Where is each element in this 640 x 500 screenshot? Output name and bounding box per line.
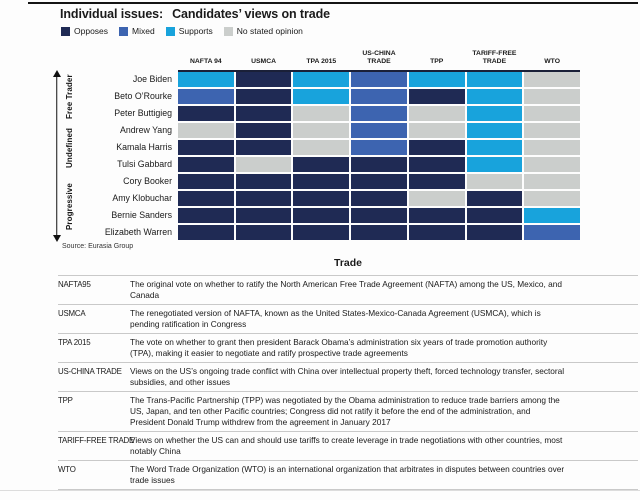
definition-row xyxy=(58,391,638,431)
heatmap-cell xyxy=(236,140,292,155)
definition-term: TPP xyxy=(58,396,73,406)
heatmap-cell xyxy=(236,89,292,104)
candidate-name: Amy Klobuchar xyxy=(112,193,172,203)
heatmap-cell xyxy=(293,157,349,172)
spectrum-group-label: Undefined xyxy=(65,127,74,168)
column-header: US-CHINA TRADE xyxy=(362,49,396,65)
heatmap-cell xyxy=(524,174,580,189)
heatmap-cell xyxy=(524,191,580,206)
candidate-name: Kamala Harris xyxy=(116,142,172,152)
heatmap-cell xyxy=(236,72,292,87)
legend-label: Opposes xyxy=(74,26,109,36)
heatmap-cell xyxy=(351,208,407,223)
heatmap-cell xyxy=(293,208,349,223)
candidate-name: Bernie Sanders xyxy=(111,210,172,220)
page-title xyxy=(60,7,330,21)
heatmap-grid xyxy=(178,72,580,240)
heatmap-cell xyxy=(467,140,523,155)
heatmap-cell xyxy=(409,191,465,206)
heatmap-cell xyxy=(236,123,292,138)
legend-label: Mixed xyxy=(132,26,155,36)
arrow-down-icon xyxy=(53,235,61,242)
heatmap-cell xyxy=(524,225,580,240)
heatmap-cell xyxy=(178,106,234,121)
top-rule xyxy=(28,2,638,4)
heatmap-cell xyxy=(178,174,234,189)
supports-swatch xyxy=(166,27,175,36)
legend-item xyxy=(166,26,213,36)
opposes-swatch xyxy=(61,27,70,36)
definition-description: The Word Trade Organization (WTO) is an international organization that arbitrates in disputes between countries over trade issues xyxy=(130,464,565,486)
heatmap-cell xyxy=(467,174,523,189)
heatmap-cell xyxy=(351,140,407,155)
legend-item xyxy=(224,26,303,36)
spectrum-group-label: Progressive xyxy=(65,183,74,231)
heatmap-cell xyxy=(409,174,465,189)
heatmap-cell xyxy=(351,174,407,189)
legend-item xyxy=(119,26,155,36)
column-headers xyxy=(178,40,580,69)
heatmap-cell xyxy=(467,208,523,223)
candidate-labels xyxy=(70,72,172,242)
heatmap-cell xyxy=(467,191,523,206)
definition-term: US-CHINA TRADE xyxy=(58,367,122,377)
column-header: TPP xyxy=(430,57,444,65)
column-header: USMCA xyxy=(251,57,277,65)
heatmap-cell xyxy=(524,106,580,121)
heatmap-cell xyxy=(351,89,407,104)
heatmap-cell xyxy=(351,106,407,121)
heatmap-cell xyxy=(409,157,465,172)
heatmap-cell xyxy=(351,225,407,240)
heatmap-cell xyxy=(236,157,292,172)
definitions-heading: Trade xyxy=(333,257,362,269)
heatmap-cell xyxy=(524,123,580,138)
candidate-name: Elizabeth Warren xyxy=(104,227,172,237)
heatmap-cell xyxy=(236,225,292,240)
heatmap-cell xyxy=(467,89,523,104)
column-header: NAFTA 94 xyxy=(189,57,222,65)
heatmap-cell xyxy=(178,72,234,87)
candidate-name: Cory Booker xyxy=(123,176,172,186)
heatmap-cell xyxy=(524,208,580,223)
heatmap-cell xyxy=(236,191,292,206)
definition-term: NAFTA95 xyxy=(58,280,91,289)
heatmap-cell xyxy=(293,174,349,189)
definition-row xyxy=(58,275,638,304)
heatmap-cell xyxy=(524,89,580,104)
definition-description: The Trans-Pacific Partnership (TPP) was negotiated by the Obama administration to reduce trade barriers among the US, Japan, and ten other Pacific countries; Congress did not ratify it before the end of the administration, and President Donald Trump withdrew from the agreement in January 2017 xyxy=(130,395,560,428)
title-main: Candidates’ views on trade xyxy=(172,7,330,21)
heatmap-cell xyxy=(409,72,465,87)
heatmap-cell xyxy=(467,72,523,87)
definition-description: The original vote on whether to ratify the North American Free Trade Agreement (NAFTA) among the US, Mexico, and Canada xyxy=(130,279,562,301)
definition-term: TPA 2015 xyxy=(58,338,91,348)
heatmap-cell xyxy=(293,106,349,121)
spectrum-group-label: Free Trader xyxy=(65,74,74,119)
title-prefix: Individual issues: xyxy=(60,7,164,21)
heatmap-cell xyxy=(409,106,465,121)
heatmap-cell xyxy=(293,225,349,240)
heatmap-cell xyxy=(409,89,465,104)
heatmap-cell xyxy=(351,191,407,206)
heatmap-cell xyxy=(178,89,234,104)
heatmap-cell xyxy=(409,225,465,240)
spectrum-arrow xyxy=(52,70,61,242)
definition-row xyxy=(58,333,638,362)
definition-description: The renegotiated version of NAFTA, known as the United States-Mexico-Canada Agreement (USMCA), which is pending ratification in Congress xyxy=(130,308,541,330)
definition-term: TARIFF-FREE TRADE xyxy=(58,436,135,446)
arrow-line xyxy=(56,75,58,237)
bottom-edge-line xyxy=(0,490,640,491)
candidate-name: Tulsi Gabbard xyxy=(117,159,172,169)
mixed-swatch xyxy=(119,27,128,36)
definition-description: Views on whether the US can and should use tariffs to create leverage in trade negotiations with other countries, most notably China xyxy=(130,435,563,457)
heatmap-cell xyxy=(293,89,349,104)
heatmap-cell xyxy=(178,140,234,155)
definition-row xyxy=(58,362,638,391)
heatmap-cell xyxy=(351,72,407,87)
heatmap-cell xyxy=(524,140,580,155)
candidate-name: Joe Biden xyxy=(132,74,172,84)
none-swatch xyxy=(224,27,233,36)
heatmap-cell xyxy=(467,123,523,138)
heatmap-cell xyxy=(236,208,292,223)
legend-label: No stated opinion xyxy=(236,26,303,36)
definition-row xyxy=(58,431,638,460)
heatmap-cell xyxy=(409,140,465,155)
heatmap-cell xyxy=(409,208,465,223)
heatmap-cell xyxy=(524,157,580,172)
definition-description: Views on the US’s ongoing trade conflict with China over intellectual property theft, forced technology transfer, sectoral subsidies, and other issues xyxy=(130,366,565,388)
candidate-name: Peter Buttigieg xyxy=(114,108,172,118)
heatmap-cell xyxy=(467,157,523,172)
heatmap-cell xyxy=(178,208,234,223)
heatmap-cell xyxy=(236,174,292,189)
definition-row xyxy=(58,304,638,333)
definitions-rows xyxy=(58,275,638,490)
legend-label: Supports xyxy=(178,26,213,36)
heatmap-cell xyxy=(351,123,407,138)
heatmap-cell xyxy=(293,140,349,155)
heatmap-cell xyxy=(524,72,580,87)
candidate-name: Beto O’Rourke xyxy=(114,91,172,101)
definition-term: USMCA xyxy=(58,309,86,319)
column-header: TARIFF-FREE TRADE xyxy=(472,49,517,65)
heatmap-cell xyxy=(467,106,523,121)
definition-row xyxy=(58,460,638,490)
legend xyxy=(61,26,303,36)
heatmap-cell xyxy=(293,123,349,138)
heatmap-cell xyxy=(178,225,234,240)
heatmap-cell xyxy=(178,157,234,172)
legend-item xyxy=(61,26,108,36)
heatmap-cell xyxy=(293,72,349,87)
candidate-name: Andrew Yang xyxy=(119,125,172,135)
heatmap-cell xyxy=(293,191,349,206)
heatmap-cell xyxy=(236,106,292,121)
column-header: TPA 2015 xyxy=(306,57,337,65)
source-note: Source: Eurasia Group xyxy=(62,243,134,250)
definitions-table xyxy=(58,257,638,490)
column-header: WTO xyxy=(544,57,560,65)
heatmap-cell xyxy=(178,191,234,206)
heatmap-cell xyxy=(467,225,523,240)
heatmap-cell xyxy=(351,157,407,172)
definition-term: WTO xyxy=(58,465,76,475)
heatmap-cell xyxy=(178,123,234,138)
heatmap-cell xyxy=(409,123,465,138)
definition-description: The vote on whether to grant then president Barack Obama’s administration six years of trade promotion authority (TPA), making it easier to negotiate and ratify prospective trade agreements xyxy=(130,337,548,359)
